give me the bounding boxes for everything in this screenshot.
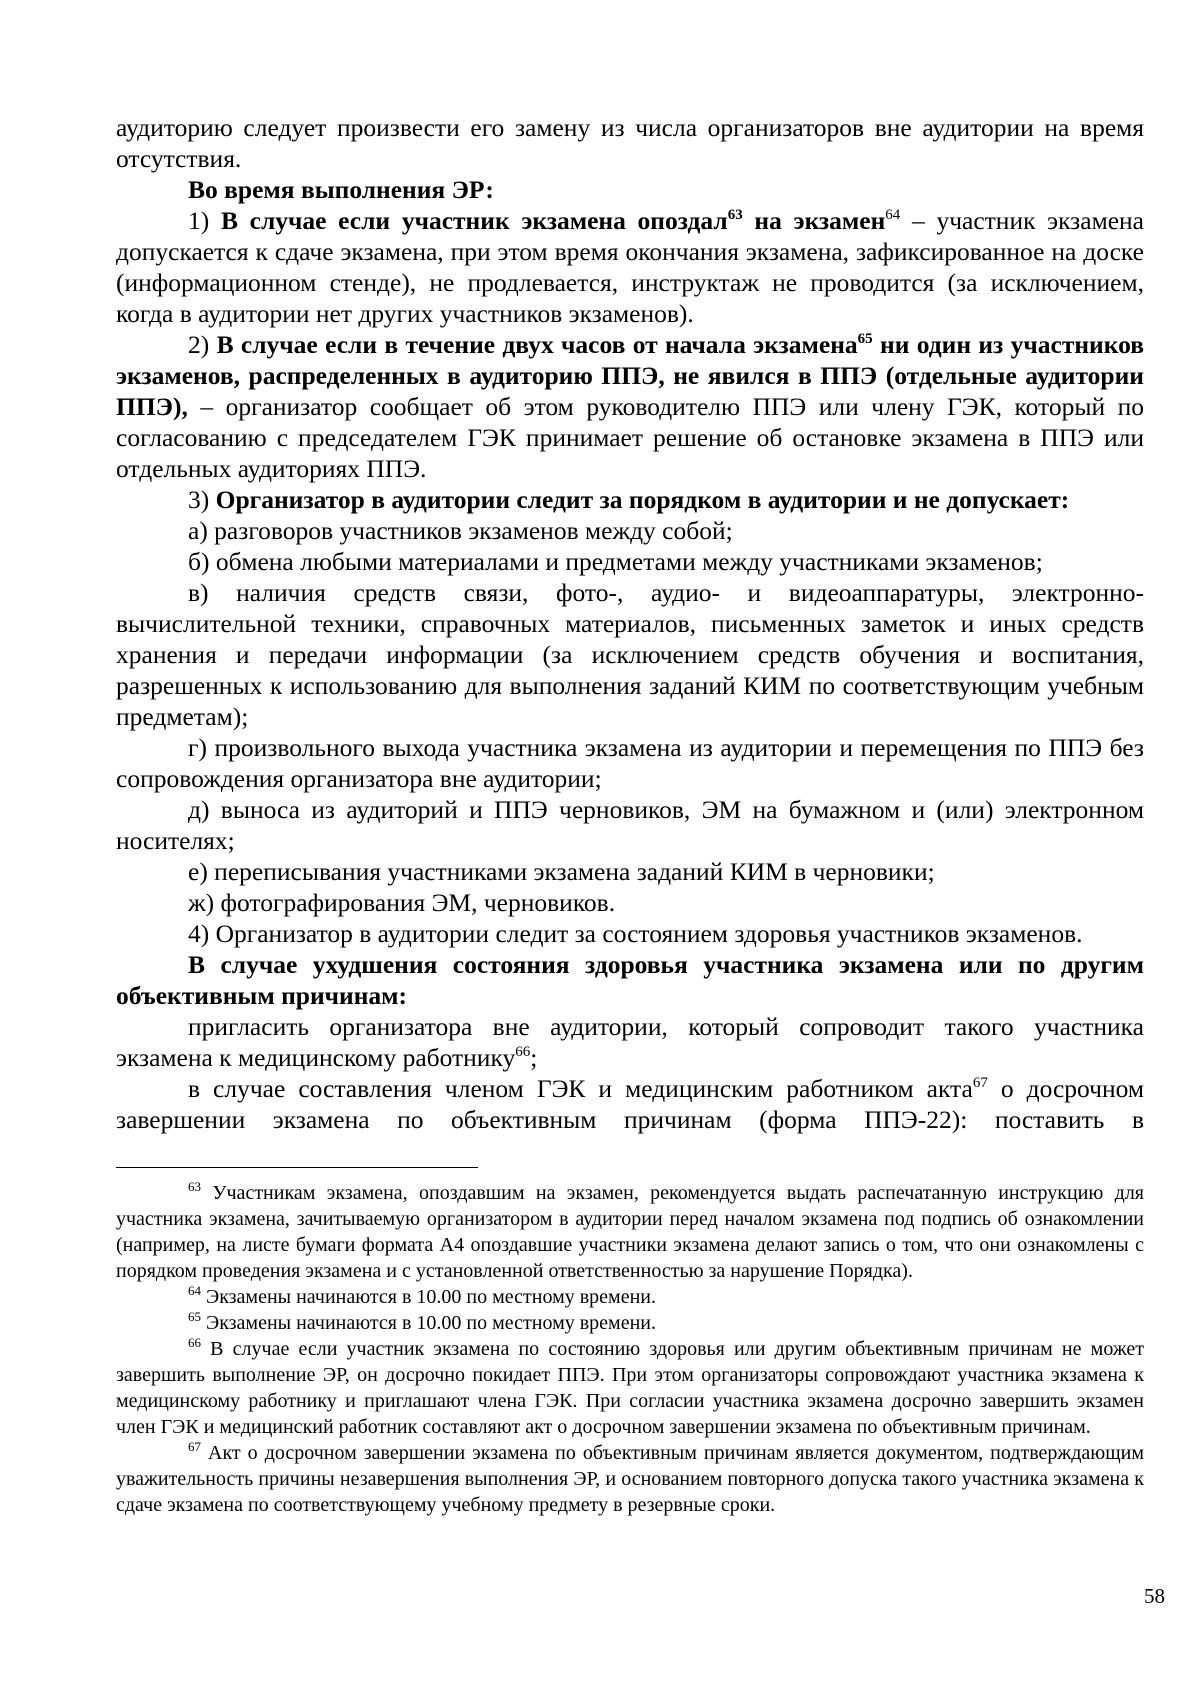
footnote-66: $^{66}$ В случае если участник экзамена по состоянию здоровья или другим объективным причинам не может завершить выполнение ЭР, он досрочно покидает ППЭ. При этом организаторы сопровождают участника экзамена к медицинскому работнику и приглашают члена ГЭК. При согласии участника экзамена досрочно завершить экзамен член ГЭК и медицинский работник составляют акт о досрочном завершении экзамена по объективным причинам. (116, 1335, 1144, 1438)
subitem-zh: ж) фотографирования ЭМ, черновиков. (188, 888, 616, 917)
subitem-b: б) обмена любыми материалами и предметами между участниками экзаменов; (188, 547, 1043, 576)
footnote-ref-66: 66 (515, 1044, 531, 1060)
paragraph-continuation: аудиторию следует произвести его замену из числа организаторов вне аудитории на время отсутствия. (116, 113, 1144, 173)
subitem-g: г) произвольного выхода участника экзамена из аудитории и перемещения по ППЭ без сопровождения организатора вне аудитории; (116, 733, 1144, 793)
item-3: 3) Организатор в аудитории следит за порядком в аудитории и не допускает: (188, 485, 1070, 514)
footnote-separator (116, 1167, 478, 1168)
footnote-ref-65: 65 (857, 331, 873, 347)
subitem-e: е) переписывания участниками экзамена заданий КИМ в черновики; (188, 857, 935, 886)
subitem-a: а) разговоров участников экзаменов между собой; (188, 516, 733, 545)
footnote-67: $^{67}$ Акт о досрочном завершении экзамена по объективным причинам является документом, подтверждающим уважительность причины незавершения выполнения ЭР, и основанием повторного допуска такого участника экзамена к сдаче экзамена по соответствующему учебному предмету в резервные сроки. (116, 1439, 1144, 1516)
footnote-64: $^{64}$ Экзамены начинаются в 10.00 по местному времени. (188, 1283, 656, 1308)
main-text (116, 112, 1144, 1135)
heading-during-exam: Во время выполнения ЭР: (188, 175, 494, 204)
paragraph-invite: пригласить организатора вне аудитории, который сопроводит такого участника экзамена к медицинскому работнику$^{66}$; (116, 1012, 1144, 1072)
footnote-ref-64: 64 (885, 207, 901, 223)
footnotes (116, 1180, 1144, 1518)
footnote-ref-63: 63 (727, 207, 743, 223)
item-1: 1) В случае если участник экзамена опоздал$^{63}$ на экзамен$^{64}$ – участник экзамена допускается к сдаче экзамена, при этом время окончания экзамена, зафиксированное на доске (информационном стенде), не продлевается, инструктаж не проводится (за исключением, когда в аудитории нет других участников экзаменов). (116, 206, 1144, 328)
item-2: 2) В случае если в течение двух часов от начала экзамена$^{65}$ ни один из участников экзаменов, распределенных в аудиторию ППЭ, не явился в ППЭ (отдельные аудитории ППЭ), – организатор сообщает об этом руководителю ППЭ или члену ГЭК, который по согласованию с председателем ГЭК принимает решение об остановке экзамена в ППЭ или отдельных аудиториях ППЭ. (116, 330, 1144, 483)
footnote-ref-67: 67 (972, 1075, 988, 1091)
heading-health: В случае ухудшения состояния здоровья участника экзамена или по другим объективным причинам: (116, 950, 1144, 1010)
footnote-63: $^{63}$ Участникам экзамена, опоздавшим на экзамен, рекомендуется выдать распечатанную инструкцию для участника экзамена, зачитываемую организатором в аудитории перед началом экзамена под подпись об ознакомлении (например, на листе бумаги формата А4 опоздавшие участники экзамена делают запись о том, что они ознакомлены с порядком проведения экзамена и с установленной ответственностью за нарушение Порядка). (116, 1179, 1144, 1282)
paragraph-act: в случае составления членом ГЭК и медицинским работником акта$^{67}$ о досрочном завершении экзамена по объективным причинам (форма ППЭ-22): поставить в (116, 1074, 1144, 1134)
subitem-d: д) выноса из аудиторий и ППЭ черновиков, ЭМ на бумажном и (или) электронном носителях; (116, 795, 1144, 855)
page-number: 58 (1144, 1584, 1165, 1608)
subitem-v: в) наличия средств связи, фото-, аудио- и видеоаппаратуры, электронно-вычислительной техники, справочных материалов, письменных заметок и иных средств хранения и передачи информации (за исключением средств обучения и воспитания, разрешенных к использованию для выполнения заданий КИМ по соответствующим учебным предметам); (116, 578, 1144, 731)
footnote-65: $^{65}$ Экзамены начинаются в 10.00 по местному времени. (188, 1309, 656, 1334)
item-4: 4) Организатор в аудитории следит за состоянием здоровья участников экзаменов. (188, 919, 1083, 948)
